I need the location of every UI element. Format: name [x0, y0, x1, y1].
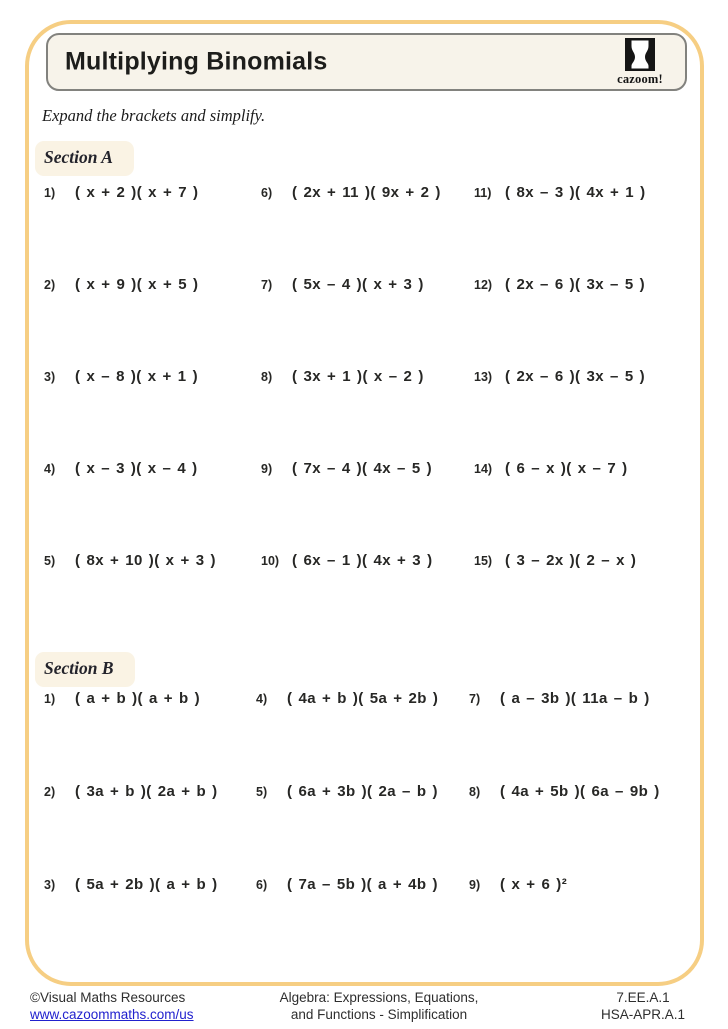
problem-expression: ( 8x + 10 )( x + 3 ): [75, 552, 216, 569]
cazoom-logo-text: cazoom!: [617, 72, 663, 86]
problem-item: [256, 783, 469, 876]
problem-item: [44, 783, 256, 876]
footer-topic-block: [247, 989, 511, 1023]
problem-item: [474, 368, 645, 460]
problem-item: [469, 876, 660, 969]
problem-number: 7): [261, 278, 273, 292]
problem-expression: ( 5x – 4 )( x + 3 ): [292, 276, 424, 293]
website-link[interactable]: www.cazoommaths.com/us: [30, 1007, 194, 1022]
problem-number: 12): [474, 278, 493, 292]
problem-item: [44, 460, 261, 552]
instruction-text: Expand the brackets and simplify.: [42, 106, 266, 125]
problem-item: [474, 552, 645, 644]
problem-item: [474, 184, 645, 276]
problem-item: [261, 552, 474, 644]
problem-item: [261, 184, 474, 276]
problem-item: [44, 876, 256, 969]
problem-expression: ( 3 – 2x )( 2 – x ): [505, 552, 637, 569]
problem-expression: ( 8x – 3 )( 4x + 1 ): [505, 184, 646, 201]
worksheet-header: [46, 33, 687, 91]
problem-number: 9): [469, 878, 481, 892]
problem-item: [256, 690, 469, 783]
problem-item: [474, 460, 645, 552]
footer-copyright-block: [30, 989, 194, 1023]
section-b-problems: [44, 690, 660, 969]
problem-expression: ( 7a – 5b )( a + 4b ): [287, 876, 438, 893]
problem-number: 8): [261, 370, 273, 384]
problem-item: [44, 368, 261, 460]
problem-expression: ( 6x – 1 )( 4x + 3 ): [292, 552, 433, 569]
problem-number: 4): [256, 692, 268, 706]
problem-number: 3): [44, 370, 56, 384]
problem-number: 5): [256, 785, 268, 799]
problem-item: [261, 276, 474, 368]
worksheet-title: Multiplying Binomials: [65, 47, 328, 76]
standard-code: HSA-APR.A.1: [600, 1007, 686, 1022]
problem-number: 13): [474, 370, 493, 384]
problem-expression: ( 4a + b )( 5a + 2b ): [287, 690, 439, 707]
problem-item: [44, 690, 256, 783]
problem-item: [256, 876, 469, 969]
section-b-label: Section B: [35, 652, 135, 687]
problem-expression: ( 3a + b )( 2a + b ): [75, 783, 218, 800]
problem-item: [469, 783, 660, 876]
problem-number: 9): [261, 462, 273, 476]
section-a-label: Section A: [35, 141, 134, 176]
problem-number: 6): [261, 186, 273, 200]
problem-expression: ( x + 6 )²: [500, 876, 568, 893]
problem-number: 4): [44, 462, 56, 476]
problem-expression: ( 3x + 1 )( x – 2 ): [292, 368, 424, 385]
problem-expression: ( 2x – 6 )( 3x – 5 ): [505, 368, 646, 385]
copyright-text: ©Visual Maths Resources: [30, 990, 186, 1005]
problem-expression: ( 2x – 6 )( 3x – 5 ): [505, 276, 646, 293]
cazoom-logo: [609, 38, 671, 87]
problem-number: 7): [469, 692, 481, 706]
problem-expression: ( x + 2 )( x + 7 ): [75, 184, 199, 201]
cazoom-logo-icon: [609, 38, 671, 71]
problem-item: [474, 276, 645, 368]
problem-number: 2): [44, 278, 56, 292]
problem-expression: ( 6 – x )( x – 7 ): [505, 460, 628, 477]
problem-number: 8): [469, 785, 481, 799]
problem-item: [469, 690, 660, 783]
problem-expression: ( 5a + 2b )( a + b ): [75, 876, 218, 893]
problem-expression: ( x + 9 )( x + 5 ): [75, 276, 199, 293]
problem-number: 1): [44, 692, 56, 706]
problem-number: 3): [44, 878, 56, 892]
problem-expression: ( x – 8 )( x + 1 ): [75, 368, 198, 385]
problem-item: [44, 552, 261, 644]
problem-number: 5): [44, 554, 56, 568]
problem-number: 10): [261, 554, 280, 568]
problem-expression: ( x – 3 )( x – 4 ): [75, 460, 198, 477]
problem-item: [261, 368, 474, 460]
problem-expression: ( a – 3b )( 11a – b ): [500, 690, 650, 707]
topic-line-2: and Functions - Simplification: [290, 1007, 468, 1022]
problem-item: [261, 460, 474, 552]
problem-expression: ( 4a + 5b )( 6a – 9b ): [500, 783, 660, 800]
problem-expression: ( a + b )( a + b ): [75, 690, 201, 707]
problem-number: 11): [474, 186, 492, 200]
problem-item: [44, 276, 261, 368]
problem-number: 6): [256, 878, 268, 892]
problem-expression: ( 2x + 11 )( 9x + 2 ): [292, 184, 441, 201]
problem-expression: ( 6a + 3b )( 2a – b ): [287, 783, 438, 800]
problem-number: 15): [474, 554, 493, 568]
problem-item: [44, 184, 261, 276]
standard-code: 7.EE.A.1: [616, 990, 670, 1005]
problem-expression: ( 7x – 4 )( 4x – 5 ): [292, 460, 433, 477]
problem-number: 1): [44, 186, 56, 200]
problem-number: 2): [44, 785, 56, 799]
footer-standards-block: [583, 989, 703, 1023]
problem-number: 14): [474, 462, 493, 476]
section-a-problems: [44, 184, 645, 644]
topic-line-1: Algebra: Expressions, Equations,: [279, 990, 479, 1005]
